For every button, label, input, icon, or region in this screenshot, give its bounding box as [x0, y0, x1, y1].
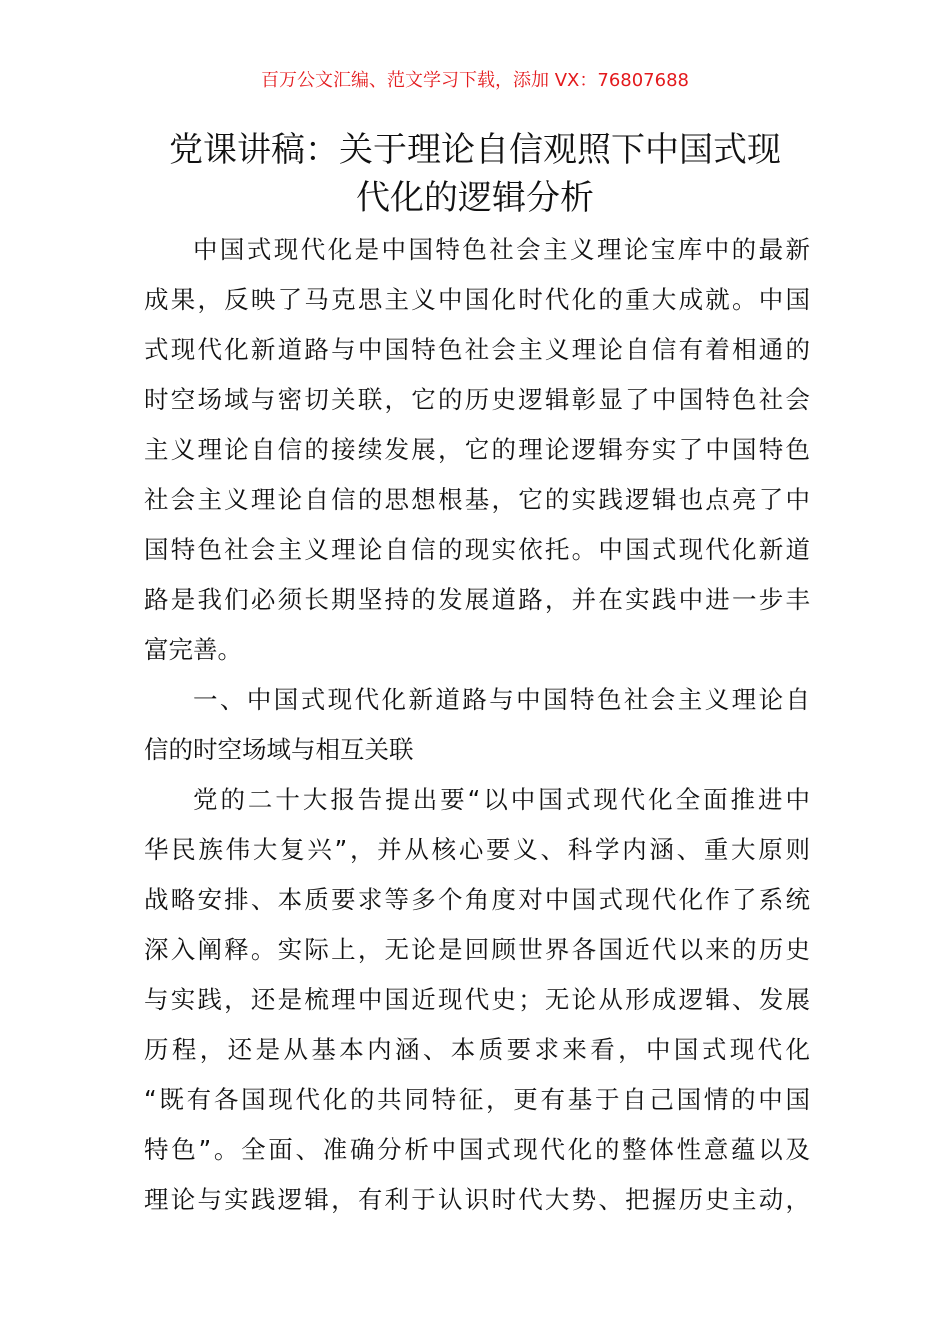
text-line: 富完善。: [144, 635, 242, 664]
text-line: 中国式现代化是中国特色社会主义理论宝库中的最新: [193, 235, 810, 264]
paragraph-report: [144, 775, 810, 1225]
document-title: [130, 126, 820, 222]
title-line-2: 代化的逻辑分析: [356, 178, 594, 218]
section-heading-1: [144, 675, 810, 775]
text-line: 理论与实践逻辑，有利于认识时代大势、把握历史主动，: [144, 1185, 810, 1214]
text-line: 主义理论自信的接续发展，它的理论逻辑夯实了中国特色: [144, 435, 810, 464]
title-line-1: 党课讲稿：关于理论自信观照下中国式现: [169, 130, 781, 170]
text-line: 历程，还是从基本内涵、本质要求来看，中国式现代化: [144, 1035, 810, 1064]
document-body: [144, 225, 810, 1225]
text-line: 时空场域与密切关联，它的历史逻辑彰显了中国特色社会: [144, 385, 810, 414]
header-banner: 百万公文汇编、范文学习下载，添加 VX：76807688: [261, 70, 689, 91]
text-line: 式现代化新道路与中国特色社会主义理论自信有着相通的: [144, 335, 810, 364]
text-line: 华民族伟大复兴”，并从核心要义、科学内涵、重大原则: [144, 835, 810, 864]
text-line: 党的二十大报告提出要“以中国式现代化全面推进中: [193, 785, 810, 814]
text-line: 战略安排、本质要求等多个角度对中国式现代化作了系统: [144, 885, 810, 914]
text-line: 深入阐释。实际上，无论是回顾世界各国近代以来的历史: [144, 935, 810, 964]
text-line: 路是我们必须长期坚持的发展道路，并在实践中进一步丰: [144, 585, 810, 614]
heading-line: 一、中国式现代化新道路与中国特色社会主义理论自: [193, 685, 810, 714]
text-line: “既有各国现代化的共同特征，更有基于自己国情的中国: [144, 1085, 810, 1114]
text-line: 成果，反映了马克思主义中国化时代化的重大成就。中国: [144, 285, 810, 314]
text-line: 特色”。全面、准确分析中国式现代化的整体性意蕴以及: [144, 1135, 810, 1164]
text-line: 社会主义理论自信的思想根基，它的实践逻辑也点亮了中: [144, 485, 810, 514]
text-line: 国特色社会主义理论自信的现实依托。中国式现代化新道: [144, 535, 810, 564]
text-line: 与实践，还是梳理中国近现代史；无论从形成逻辑、发展: [144, 985, 810, 1014]
heading-line: 信的时空场域与相互关联: [144, 735, 414, 764]
paragraph-intro: [144, 225, 810, 675]
